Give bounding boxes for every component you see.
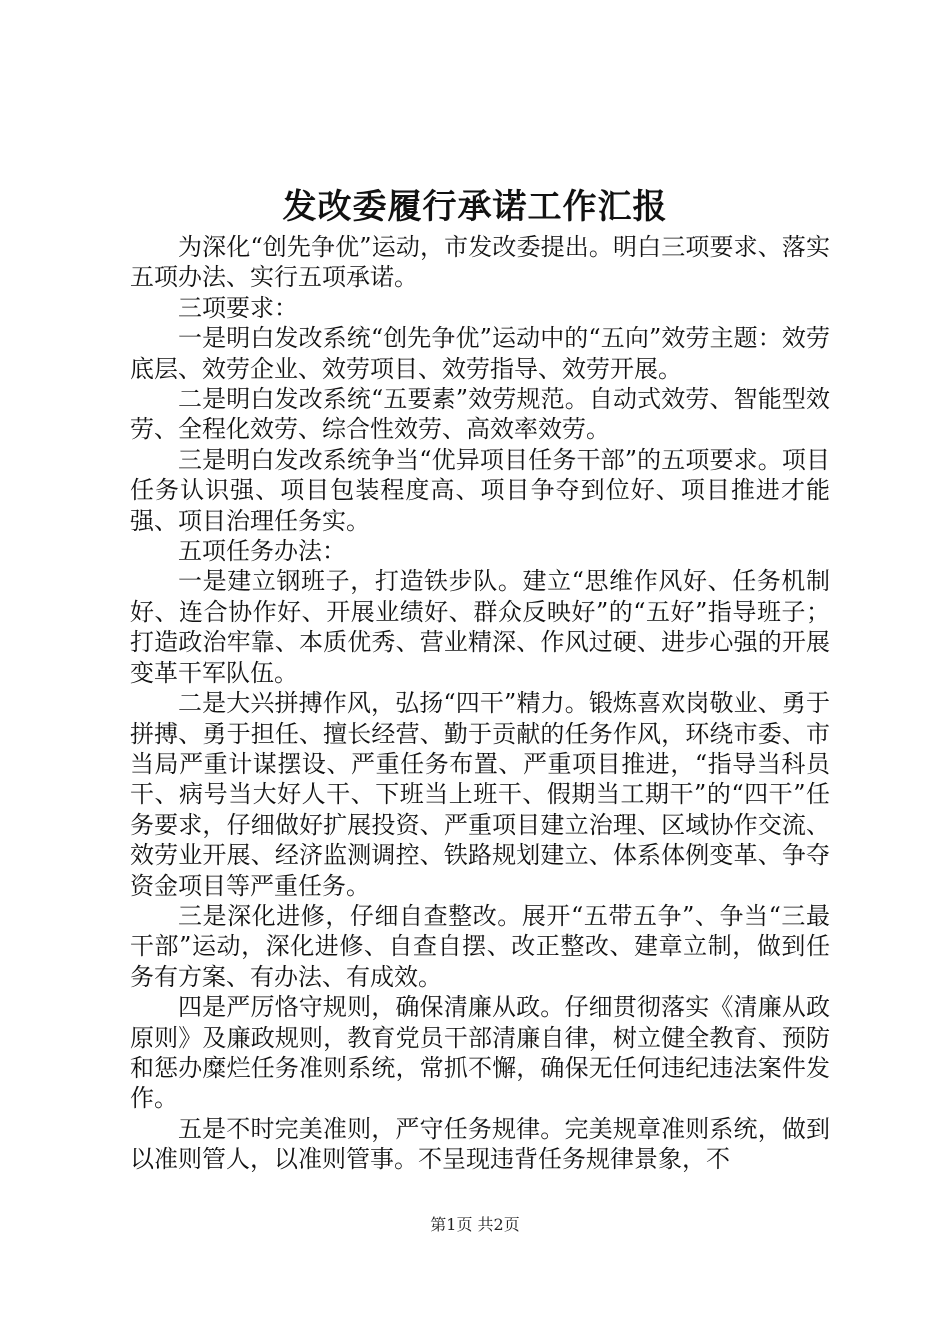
paragraph: 四是严厉恪守规则，确保清廉从政。仔细贯彻落实《清廉从政原则》及廉政规则，教育党员干部清廉自律，树立健全教育、预防和惩办糜烂任务准则系统，常抓不懈，确保无任何违纪违法案件发作。 bbox=[130, 993, 830, 1113]
document-title: 发改委履行承诺工作汇报 bbox=[282, 187, 668, 227]
paragraph: 五是不时完美准则，严守任务规律。完美规章准则系统，做到以准则管人，以准则管事。不呈现违背任务规律景象，不 bbox=[130, 1114, 830, 1174]
paragraph: 二是大兴拼搏作风，弘扬“四干”精力。锻炼喜欢岗敬业、勇于拼搏、勇于担任、擅长经营、勤于贡献的任务作风，环绕市委、市当局严重计谋摆设、严重任务布置、严重项目推进，“指导当科员干、病号当大好人干、下班当上班干、假期当工期干”的“四干”任务要求，仔细做好扩展投资、严重项目建立治理、区域协作交流、效劳业开展、经济监测调控、铁路规划建立、体系体例变革、争夺资金项目等严重任务。 bbox=[130, 689, 830, 900]
paragraph: 三是明白发改系统争当“优异项目任务干部”的五项要求。项目任务认识强、项目包装程度高、项目争夺到位好、项目推进才能强、项目治理任务实。 bbox=[130, 445, 830, 535]
paragraph: 三项要求： bbox=[178, 293, 298, 322]
paragraph: 一是明白发改系统“创先争优”运动中的“五向”效劳主题：效劳底层、效劳企业、效劳项目、效劳指导、效劳开展。 bbox=[130, 324, 830, 383]
page-number-footer: 第1页 共2页 bbox=[430, 1215, 520, 1234]
paragraph: 五项任务办法： bbox=[178, 537, 346, 566]
paragraph: 二是明白发改系统“五要素”效劳规范。自动式效劳、智能型效劳、全程化效劳、综合性效劳、高效率效劳。 bbox=[130, 385, 830, 444]
paragraph: 一是建立钢班子，打造铁步队。建立“思维作风好、任务机制好、连合协作好、开展业绩好、群众反映好”的“五好”指导班子；打造政治牢靠、本质优秀、营业精深、作风过硬、进步心强的开展变革干军队伍。 bbox=[130, 567, 830, 687]
paragraph: 三是深化进修，仔细自查整改。展开“五带五争”、争当“三最干部”运动，深化进修、自查自摆、改正整改、建章立制，做到任务有方案、有办法、有成效。 bbox=[130, 901, 830, 991]
document-body bbox=[130, 232, 830, 1175]
paragraph: 为深化“创先争优”运动，市发改委提出。明白三项要求、落实五项办法、实行五项承诺。 bbox=[130, 233, 830, 292]
